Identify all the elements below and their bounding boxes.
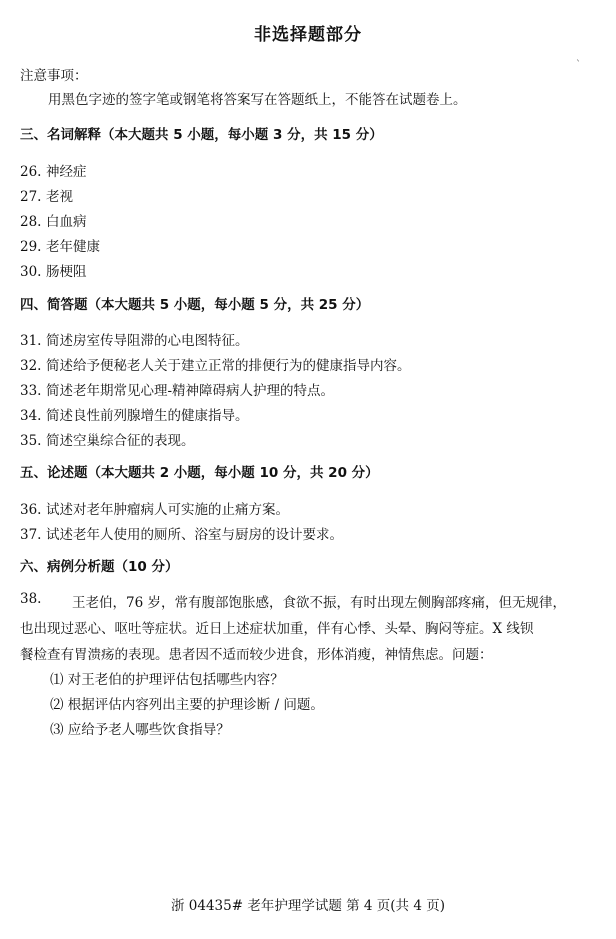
question-item [20,185,73,205]
question-text: 神经症 [46,164,87,180]
question-number: 33. [20,383,42,399]
case-text-line: 也出现过恶心、呕吐等症状。近日上述症状加重，伴有心悸、头晕、胸闷等症。X 线钡 [20,621,534,637]
notice-text: 用黑色字迹的签字笔或钢笔将答案写在答题纸上，不能答在试题卷上。 [48,92,467,108]
question-number: 38. [20,591,42,607]
question-number: 30. [20,264,42,280]
question-item [20,329,249,349]
question-text: 肠梗阻 [46,264,87,280]
question-item [20,404,249,424]
notice-heading: 注意事项： [20,68,88,84]
question-number: 34. [20,408,42,424]
question-text: 老年健康 [46,239,100,255]
question-item [20,498,289,518]
section-note: （本大题共 2 小题，每小题 10 分，共 20 分） [87,465,379,481]
question-text: 试述对老年肿瘤病人可实施的止痛方案。 [46,502,289,518]
question-number: 28. [20,214,42,230]
question-item [20,260,87,280]
section-note: （本大题共 5 小题，每小题 3 分，共 15 分） [101,127,383,143]
case-question: ⑵ 根据评估内容列出主要的护理诊断 / 问题。 [50,697,324,713]
scan-speck: ` [576,60,581,71]
section-title: 四、简答题 [20,297,88,313]
case-text-line: 餐检查有胃溃疡的表现。患者因不适而较少进食，形体消瘦，神情焦虑。问题： [20,647,493,663]
section-heading-5 [20,461,379,481]
question-number: 31. [20,333,42,349]
question-text: 白血病 [46,214,87,230]
page-title: 非选择题部分 [254,25,362,45]
question-item [20,379,334,399]
section-heading-6 [20,555,179,575]
section-heading-4 [20,293,369,313]
question-number: 35. [20,433,42,449]
question-number: 32. [20,358,42,374]
section-note: （10 分） [114,559,179,575]
page-footer: 浙 04435# 老年护理学试题 第 4 页(共 4 页) [170,898,445,914]
question-text: 简述老年期常见心理-精神障碍病人护理的特点。 [46,383,335,399]
question-item [20,235,100,255]
case-question: ⑴ 对王老伯的护理评估包括哪些内容？ [50,672,284,688]
question-number: 36. [20,502,42,518]
section-title: 三、名词解释 [20,127,101,143]
section-heading-3 [20,123,383,143]
question-text: 老视 [46,189,73,205]
question-item [20,160,87,180]
case-question: ⑶ 应给予老人哪些饮食指导？ [50,722,230,738]
case-text-line: 王老伯，76 岁，常有腹部饱胀感，食欲不振，有时出现左侧胸部疼痛，但无规律， [72,595,566,611]
question-text: 简述房室传导阻滞的心电图特征。 [46,333,249,349]
question-item [20,354,411,374]
question-number: 26. [20,164,42,180]
section-title: 六、病例分析题 [20,559,115,575]
question-text: 试述老年人使用的厕所、浴室与厨房的设计要求。 [46,527,343,543]
section-title: 五、论述题 [20,465,88,481]
question-text: 简述空巢综合征的表现。 [46,433,195,449]
question-number: 29. [20,239,42,255]
question-item [20,523,343,543]
question-item [20,429,195,449]
question-number: 37. [20,527,42,543]
question-text: 简述给予便秘老人关于建立正常的排便行为的健康指导内容。 [46,358,411,374]
question-number: 27. [20,189,42,205]
question-item [20,210,87,230]
section-note: （本大题共 5 小题，每小题 5 分，共 25 分） [87,297,370,313]
question-text: 简述良性前列腺增生的健康指导。 [46,408,249,424]
